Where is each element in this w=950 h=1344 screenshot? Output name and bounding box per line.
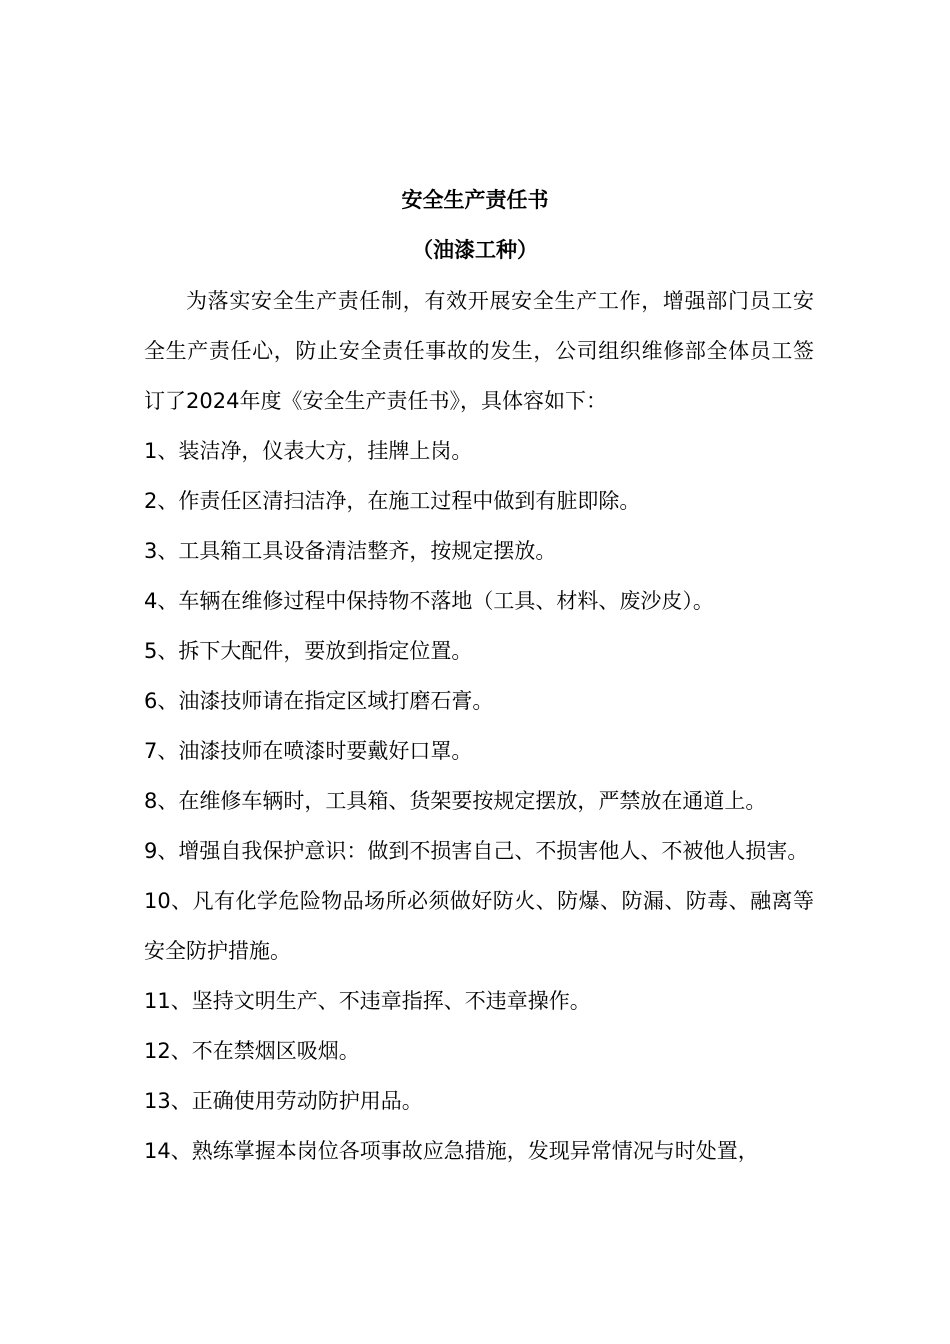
list-item: 14、熟练掌握本岗位各项事故应急措施，发现异常情况与时处置，	[144, 1139, 759, 1163]
list-item: 10、凡有化学危险物品场所必须做好防火、防爆、防漏、防毒、融离等安全防护措施。	[144, 889, 814, 963]
list-item: 12、不在禁烟区吸烟。	[144, 1039, 360, 1063]
document-subtitle: （油漆工种）	[412, 238, 538, 262]
list-item: 3、工具箱工具设备清洁整齐，按规定摆放。	[144, 539, 557, 563]
list-item: 5、拆下大配件，要放到指定位置。	[144, 639, 473, 663]
list-item: 9、增强自我保护意识：做到不损害自己、不损害他人、不被他人损害。	[144, 839, 809, 863]
intro-paragraph: 为落实安全生产责任制，有效开展安全生产工作，增强部门员工安全生产责任心，防止安全责任事故的发生，公司组织维修部全体员工签订了2024年度《安全生产责任书》，具体容如下：	[144, 289, 814, 413]
list-item: 13、正确使用劳动防护用品。	[144, 1089, 423, 1113]
list-item: 2、作责任区清扫洁净，在施工过程中做到有脏即除。	[144, 489, 641, 513]
list-item: 8、在维修车辆时，工具箱、货架要按规定摆放，严禁放在通道上。	[144, 789, 767, 813]
list-item: 11、坚持文明生产、不违章指挥、不违章操作。	[144, 989, 591, 1013]
list-item: 6、油漆技师请在指定区域打磨石膏。	[144, 689, 494, 713]
list-item: 7、油漆技师在喷漆时要戴好口罩。	[144, 739, 473, 763]
document-title: 安全生产责任书	[401, 188, 549, 212]
list-item: 1、装洁净，仪表大方，挂牌上岗。	[144, 439, 473, 463]
document-body	[144, 276, 814, 1176]
list-item: 4、车辆在维修过程中保持物不落地（工具、材料、废沙皮）。	[144, 589, 714, 613]
